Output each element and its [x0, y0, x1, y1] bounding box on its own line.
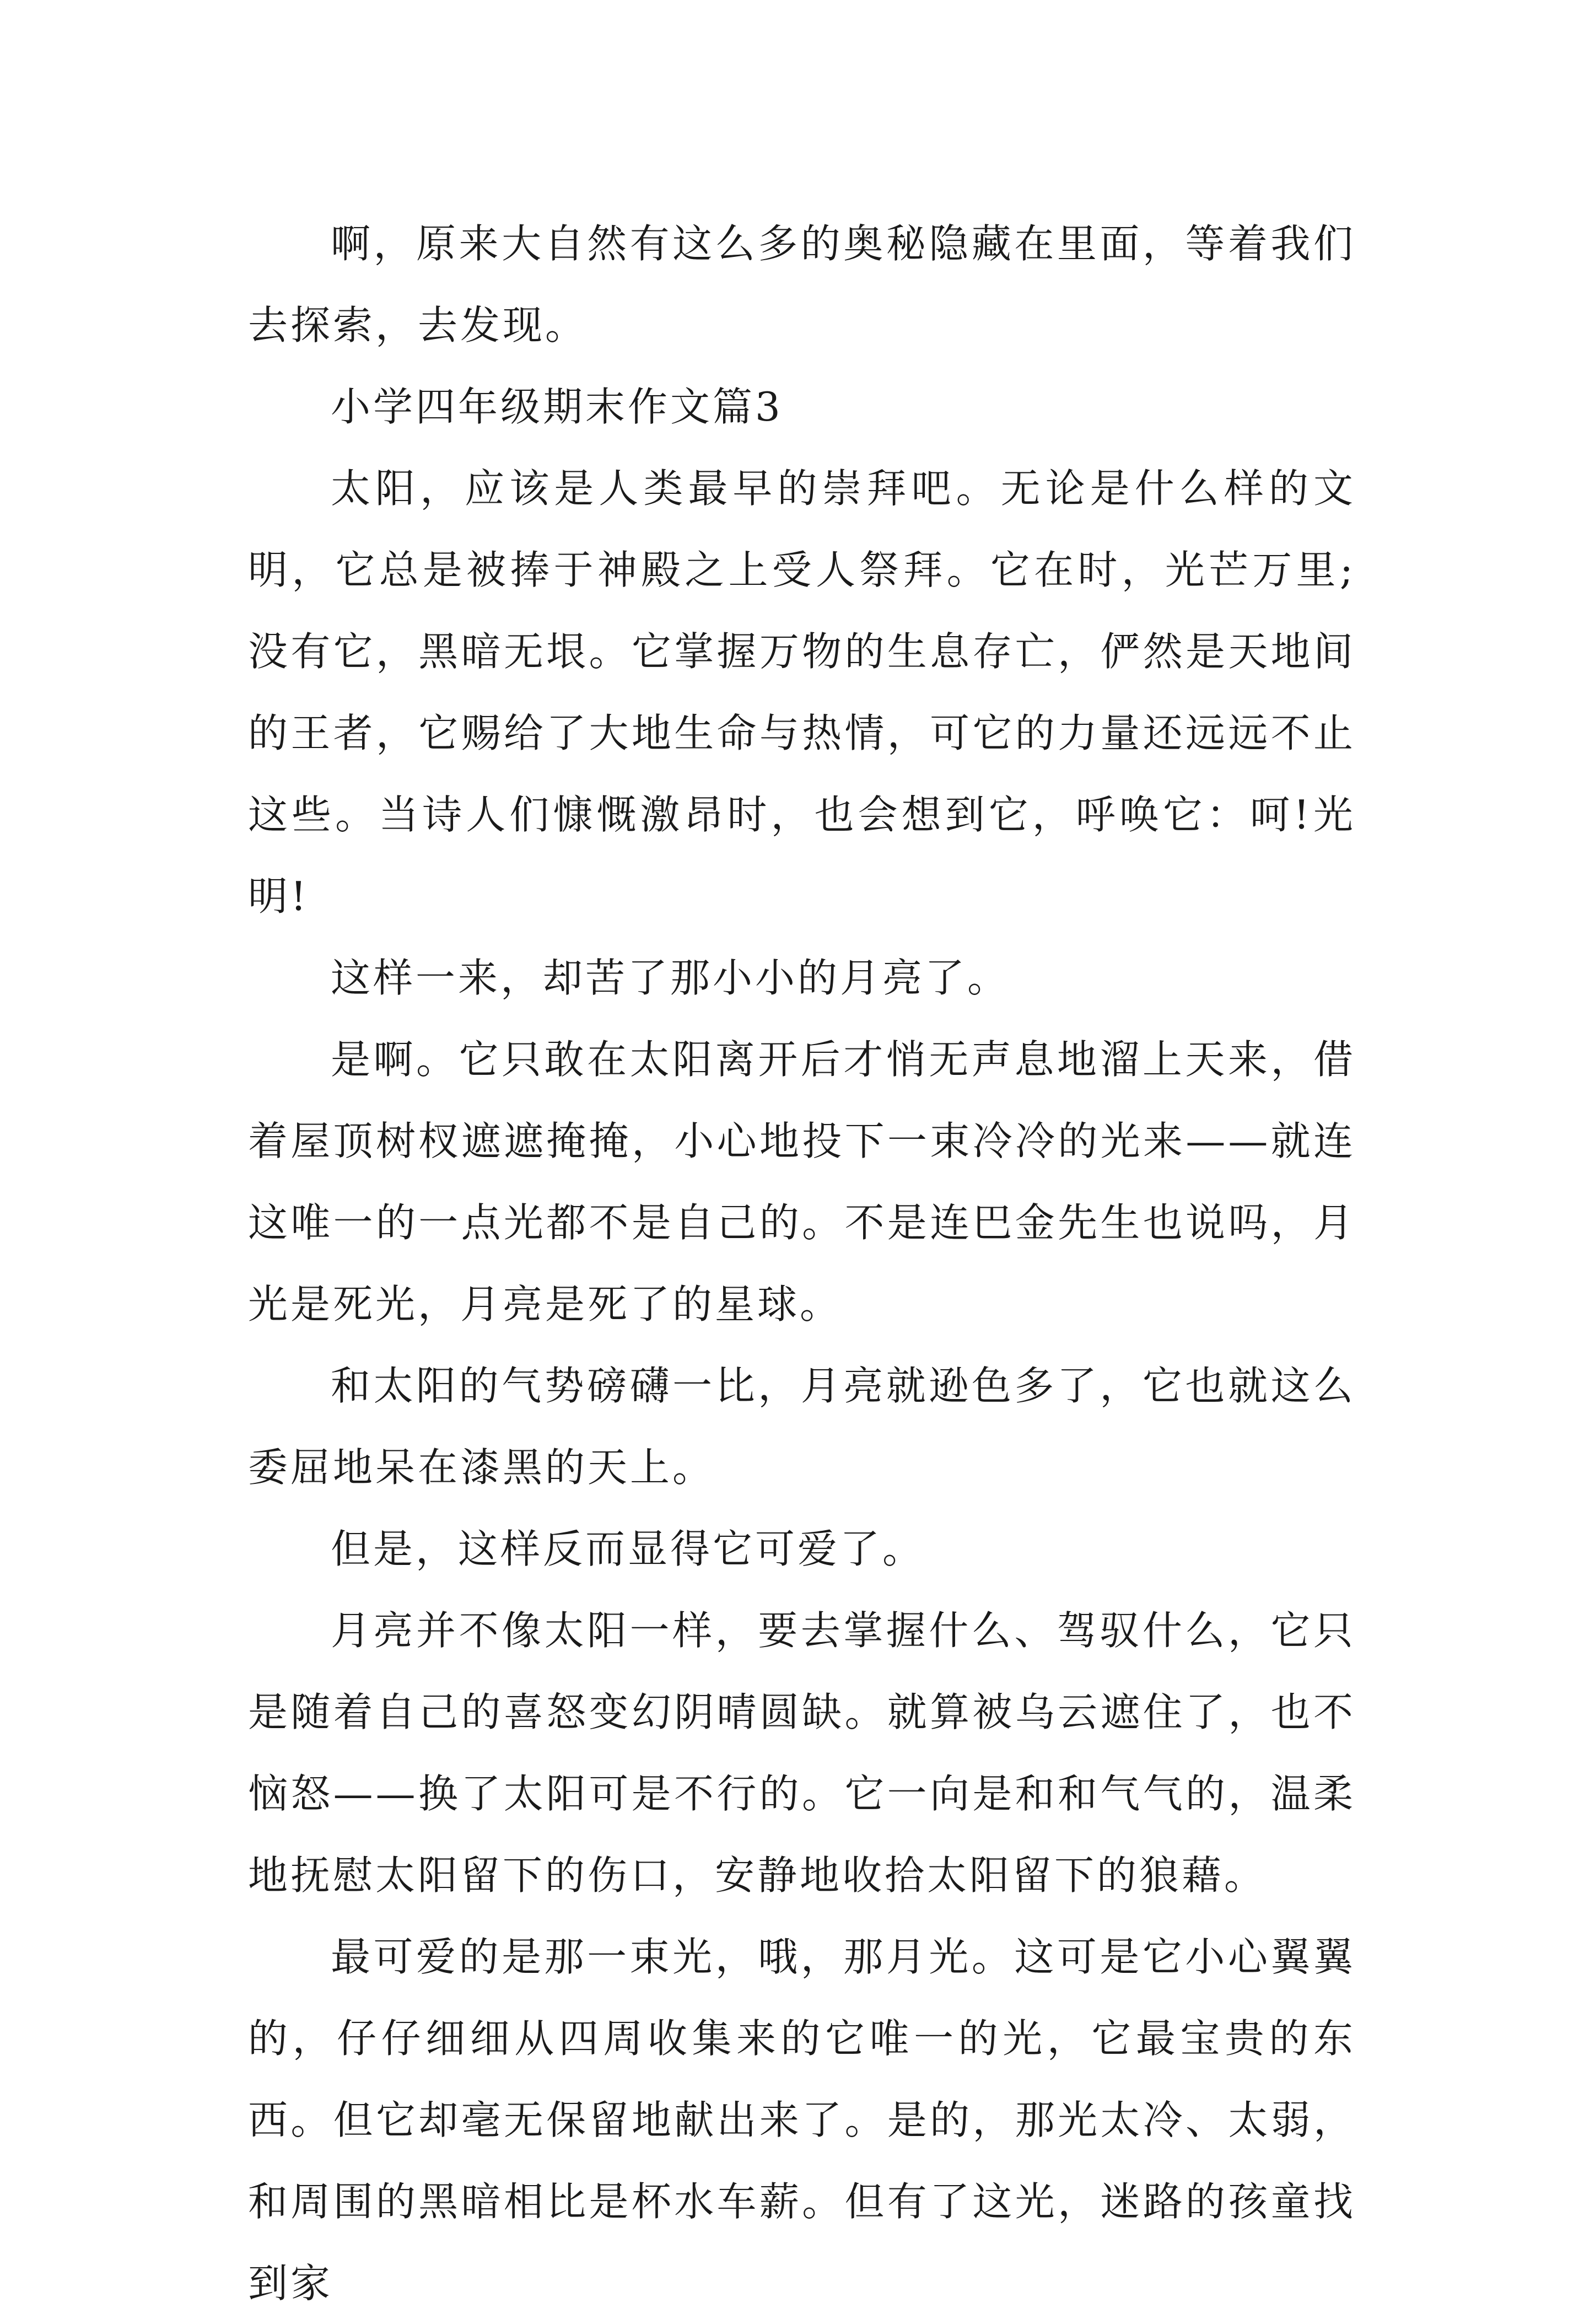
- paragraph-7: 月亮并不像太阳一样，要去掌握什么、驾驭什么，它只是随着自己的喜怒变幻阴晴圆缺。就算被乌云遮住了，也不恼怒——换了太阳可是不行的。它一向是和和气气的，温柔地抚慰太阳留下的伤口，安静地收拾太阳留下的狼藉。: [248, 1607, 1356, 1898]
- paragraph-5: 和太阳的气势磅礴一比，月亮就逊色多了，它也就这么委屈地呆在漆黑的天上。: [248, 1363, 1356, 1491]
- paragraph-3: 这样一来，却苦了那小小的月亮了。: [331, 955, 1010, 1001]
- document-body: [248, 203, 1356, 2324]
- paragraph-2: 太阳，应该是人类最早的崇拜吧。无论是什么样的文明，它总是被捧于神殿之上受人祭拜。它在时，光芒万里;没有它，黑暗无垠。它掌握万物的生息存亡，俨然是天地间的王者，它赐给了大地生命与热情，可它的力量还远远不止这些。当诗人们慷慨激昂时，也会想到它，呼唤它：呵!光明!: [248, 465, 1356, 919]
- paragraph-8: 最可爱的是那一束光，哦，那月光。这可是它小心翼翼的，仔仔细细从四周收集来的它唯一的光，它最宝贵的东西。但它却毫无保留地献出来了。是的，那光太冷、太弱，和周围的黑暗相比是杯水车薪。但有了这光，迷路的孩童找到家: [248, 1934, 1356, 2306]
- paragraph-1: 啊，原来大自然有这么多的奥秘隐藏在里面，等着我们去探索，去发现。: [248, 220, 1356, 348]
- paragraph-4: 是啊。它只敢在太阳离开后才悄无声息地溜上天来，借着屋顶树杈遮遮掩掩，小心地投下一束冷冷的光来——就连这唯一的一点光都不是自己的。不是连巴金先生也说吗，月光是死光，月亮是死了的星球。: [248, 1036, 1356, 1327]
- section-heading: 小学四年级期末作文篇3: [331, 384, 783, 430]
- paragraph-6: 但是，这样反而显得它可爱了。: [331, 1526, 925, 1572]
